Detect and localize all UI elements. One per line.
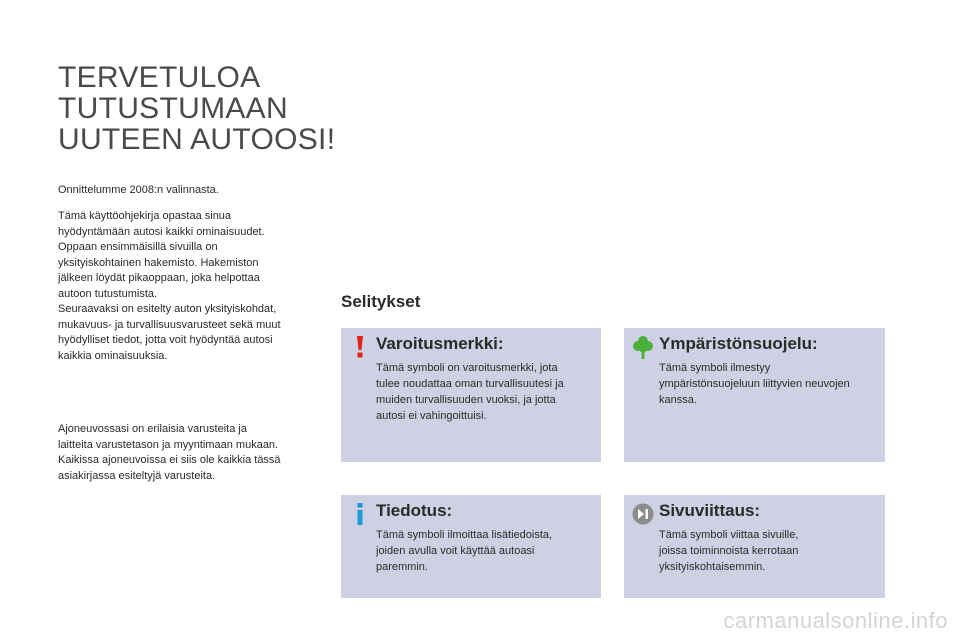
environment-title: Ympäristönsuojelu: <box>659 334 818 353</box>
page-reference-line: Tämä symboli viittaa sivuille, <box>659 529 799 541</box>
intro-line: autoon tutustumista. <box>58 287 158 300</box>
page-reference-line: joissa toiminnoista kerrotaan <box>659 545 799 557</box>
intro-line: hyödyntämään autosi kaikki ominaisuudet. <box>58 225 265 238</box>
intro-line: mukavuus- ja turvallisuusvarusteet sekä muut <box>58 318 281 331</box>
page-reference-title: Sivuviittaus: <box>659 501 761 520</box>
info-icon <box>349 503 371 525</box>
info-line: joiden avulla voit käyttää autoasi <box>376 545 535 557</box>
watermark: carmanualsonline.info <box>723 608 948 633</box>
warning-line: Tämä symboli on varoitusmerkki, jota <box>376 362 558 374</box>
intro-line: yksityiskohtainen hakemisto. Hakemiston <box>58 256 259 269</box>
congrats-line: Onnittelumme 2008:n valinnasta. <box>58 184 219 196</box>
environment-text <box>659 360 877 408</box>
page-reference-text <box>659 527 877 575</box>
exclamation-icon <box>349 336 371 358</box>
page-title-line-2: TUTUSTUMAAN <box>58 92 288 125</box>
environment-line: ympäristönsuojeluun liittyvien neuvojen <box>659 378 850 390</box>
tree-icon <box>632 336 654 358</box>
page-title-line-3: UUTEEN AUTOOSI! <box>58 123 336 156</box>
info-box <box>341 495 601 598</box>
congrats-text <box>58 183 328 199</box>
equipment-line: Kaikissa ajoneuvoissa ei siis ole kaikkia tässä <box>58 454 281 466</box>
warning-line: autosi ei vahingoittuisi. <box>376 410 487 422</box>
equipment-paragraph <box>58 422 328 484</box>
intro-line: kaikkia ominaisuuksia. <box>58 349 168 362</box>
equipment-line: laitteita varustetason ja myyntimaan mukaan. <box>58 438 279 451</box>
legend-heading: Selitykset <box>341 292 421 311</box>
environment-box <box>624 328 885 462</box>
page-title <box>58 62 335 155</box>
info-line: paremmin. <box>376 561 428 573</box>
environment-line: Tämä symboli ilmestyy <box>659 362 771 374</box>
warning-line: tulee noudattaa oman turvallisuutesi ja <box>376 378 564 390</box>
environment-line: kanssa. <box>659 394 697 406</box>
warning-title: Varoitusmerkki: <box>376 334 504 353</box>
info-line: Tämä symboli ilmoittaa lisätiedoista, <box>376 529 553 541</box>
page-title-line-1: TERVETULOA <box>58 61 261 94</box>
warning-box <box>341 328 601 462</box>
page-reference-line: yksityiskohtaisemmin. <box>659 561 766 573</box>
equipment-line: Ajoneuvossasi on erilaisia varusteita ja <box>58 423 247 435</box>
info-text <box>376 527 594 575</box>
equipment-line: asiakirjassa esiteltyjä varusteita. <box>58 469 216 482</box>
warning-text <box>376 360 594 424</box>
intro-line: jälkeen löydät pikaoppaan, joka helpottaa <box>58 272 260 284</box>
intro-line: Seuraavaksi on esitelty auton yksityiskohdat, <box>58 303 277 315</box>
warning-line: muiden turvallisuuden vuoksi, ja jotta <box>376 394 556 406</box>
intro-line: hyödylliset tiedot, jotta voit hyödyntää autosi <box>58 334 273 346</box>
intro-line: Oppaan ensimmäisillä sivuilla on <box>58 241 218 253</box>
page-reference-icon <box>632 503 654 525</box>
intro-paragraph <box>58 209 328 364</box>
info-title: Tiedotus: <box>376 501 453 520</box>
intro-line: Tämä käyttöohjekirja opastaa sinua <box>58 210 232 222</box>
page-reference-box <box>624 495 885 598</box>
